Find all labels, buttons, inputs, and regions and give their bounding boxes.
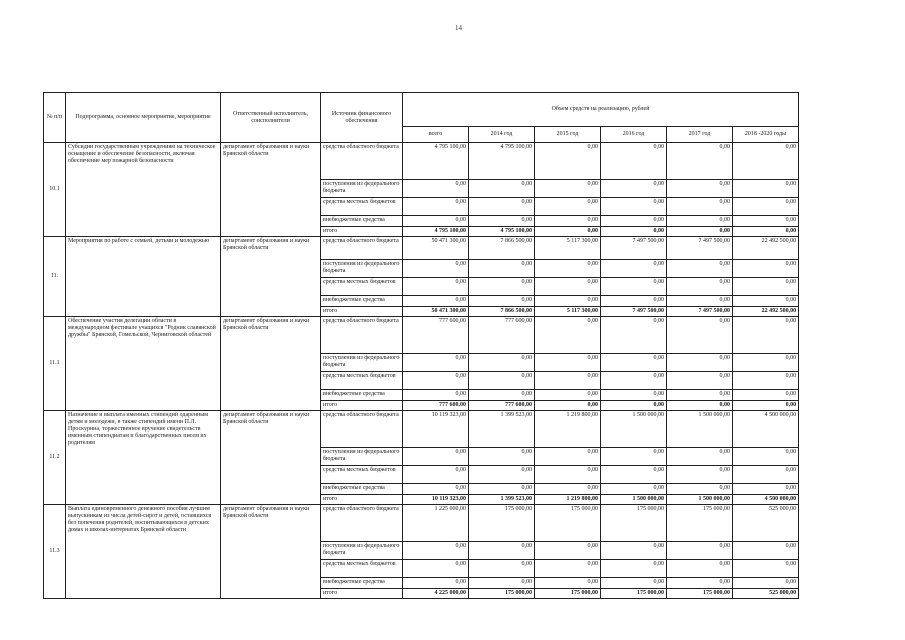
value-2018-2020: 0,00: [733, 198, 799, 216]
value-total: 4 795 100,00: [403, 227, 469, 237]
row-number: 10.1: [44, 143, 66, 237]
value-2018-2020: 0,00: [733, 227, 799, 237]
responsible-executor: департамент образования и науки Брянской области: [221, 411, 321, 505]
value-2015: 0,00: [535, 560, 601, 578]
value-2018-2020: 0,00: [733, 401, 799, 411]
value-2018-2020: 4 500 000,00: [733, 411, 799, 448]
value-2017: 0,00: [667, 448, 733, 466]
value-2015: 0,00: [535, 484, 601, 495]
value-2015: 0,00: [535, 198, 601, 216]
value-2016: 0,00: [601, 260, 667, 278]
value-2017: 0,00: [667, 484, 733, 495]
value-total: 0,00: [403, 448, 469, 466]
value-total: 50 471 300,00: [403, 237, 469, 260]
value-2016: 0,00: [601, 143, 667, 180]
value-2015: 0,00: [535, 216, 601, 227]
value-2018-2020: 525 000,00: [733, 505, 799, 542]
value-2014: 1 399 523,00: [469, 495, 535, 505]
value-2015: 1 219 800,00: [535, 495, 601, 505]
value-2015: 0,00: [535, 296, 601, 307]
value-2016: 0,00: [601, 401, 667, 411]
value-2018-2020: 0,00: [733, 466, 799, 484]
funding-source: средства областного бюджета: [321, 411, 403, 448]
value-2015: 0,00: [535, 354, 601, 372]
value-2014: 0,00: [469, 390, 535, 401]
event-name: Обеспечение участия делегации области в международном фестивале учащихся "Родник славянской дружбы" Брянской, Гомельской, Черниговской областей: [66, 317, 221, 411]
event-name: Субсидии государственным учреждениям на техническое оснащение и обеспечение безопасности, включая обеспечение мер пожарной безопасности: [66, 143, 221, 237]
value-total: 0,00: [403, 542, 469, 560]
header-2017: 2017 год: [667, 127, 733, 143]
page-number: 14: [455, 24, 462, 32]
value-2017: 0,00: [667, 143, 733, 180]
value-2017: 1 500 000,00: [667, 495, 733, 505]
funding-source: средства областного бюджета: [321, 317, 403, 354]
value-2016: 175 000,00: [601, 505, 667, 542]
value-2016: 7 497 500,00: [601, 307, 667, 317]
value-2014: 777 600,00: [469, 317, 535, 354]
row-number: 11.: [44, 237, 66, 317]
value-2014: 0,00: [469, 180, 535, 198]
budget-table: [43, 92, 799, 599]
value-2016: 0,00: [601, 278, 667, 296]
value-2018-2020: 0,00: [733, 560, 799, 578]
funding-source: итого: [321, 307, 403, 317]
value-2016: 0,00: [601, 578, 667, 589]
value-2018-2020: 0,00: [733, 448, 799, 466]
value-total: 4 795 100,00: [403, 143, 469, 180]
value-2015: 0,00: [535, 180, 601, 198]
value-2015: 175 000,00: [535, 505, 601, 542]
value-2015: 0,00: [535, 227, 601, 237]
funding-source: средства областного бюджета: [321, 505, 403, 542]
value-total: 1 225 000,00: [403, 505, 469, 542]
value-2016: 0,00: [601, 354, 667, 372]
value-2017: 0,00: [667, 198, 733, 216]
table-row: [44, 143, 799, 180]
value-total: 0,00: [403, 466, 469, 484]
funding-source: поступления из федерального бюджета: [321, 260, 403, 278]
funding-source: внебюджетные средства: [321, 296, 403, 307]
value-2017: 0,00: [667, 317, 733, 354]
header-2014: 2014 год: [469, 127, 535, 143]
funding-source: средства местных бюджетов: [321, 278, 403, 296]
value-2015: 0,00: [535, 578, 601, 589]
value-2014: 0,00: [469, 466, 535, 484]
funding-source: средства областного бюджета: [321, 237, 403, 260]
value-2016: 0,00: [601, 542, 667, 560]
value-2015: 0,00: [535, 401, 601, 411]
value-2014: 0,00: [469, 448, 535, 466]
value-2016: 0,00: [601, 448, 667, 466]
value-2018-2020: 22 492 500,00: [733, 237, 799, 260]
funding-source: средства местных бюджетов: [321, 560, 403, 578]
value-total: 0,00: [403, 296, 469, 307]
header-2016: 2016 год: [601, 127, 667, 143]
value-2017: 0,00: [667, 354, 733, 372]
value-2016: 0,00: [601, 560, 667, 578]
responsible-executor: департамент образования и науки Брянской области: [221, 143, 321, 237]
value-2016: 7 497 500,00: [601, 237, 667, 260]
value-2018-2020: 4 500 000,00: [733, 495, 799, 505]
value-2018-2020: 0,00: [733, 317, 799, 354]
funding-source: поступления из федерального бюджета: [321, 448, 403, 466]
value-2017: 0,00: [667, 296, 733, 307]
value-2017: 175 000,00: [667, 589, 733, 599]
value-2017: 7 497 500,00: [667, 237, 733, 260]
value-total: 0,00: [403, 560, 469, 578]
value-2015: 0,00: [535, 278, 601, 296]
value-2015: 0,00: [535, 317, 601, 354]
value-2016: 0,00: [601, 466, 667, 484]
funding-source: поступления из федерального бюджета: [321, 180, 403, 198]
value-2016: 0,00: [601, 296, 667, 307]
responsible-executor: департамент образования и науки Брянской области: [221, 317, 321, 411]
value-2014: 175 000,00: [469, 505, 535, 542]
responsible-executor: департамент образования и науки Брянской области: [221, 505, 321, 599]
value-2017: 0,00: [667, 466, 733, 484]
value-total: 10 119 323,00: [403, 411, 469, 448]
value-2014: 0,00: [469, 260, 535, 278]
value-2017: 0,00: [667, 578, 733, 589]
event-name: Выплата единовременного денежного пособия лучшим выпускникам из числа детей-сирот и детей, оставшихся без попечения родителей, воспитывающихся в детских домах и школах-интернатах Брянской области: [66, 505, 221, 599]
value-2017: 175 000,00: [667, 505, 733, 542]
funding-source: итого: [321, 227, 403, 237]
table-row: [44, 237, 799, 260]
value-2014: 0,00: [469, 578, 535, 589]
value-2016: 175 000,00: [601, 589, 667, 599]
value-2017: 0,00: [667, 278, 733, 296]
table-body: [44, 143, 799, 599]
event-name: Мероприятия по работе с семьей, детьми и молодежью: [66, 237, 221, 317]
value-2015: 0,00: [535, 466, 601, 484]
value-total: 0,00: [403, 578, 469, 589]
value-2018-2020: 0,00: [733, 542, 799, 560]
value-2017: 1 500 000,00: [667, 411, 733, 448]
value-2014: 0,00: [469, 354, 535, 372]
header-source: Источник финансового обеспечения: [321, 93, 403, 143]
value-total: 0,00: [403, 390, 469, 401]
value-2018-2020: 0,00: [733, 578, 799, 589]
value-total: 0,00: [403, 260, 469, 278]
value-2017: 0,00: [667, 216, 733, 227]
header-responsible: Ответственный исполнитель, соисполнители: [221, 93, 321, 143]
value-total: 0,00: [403, 484, 469, 495]
value-2017: 0,00: [667, 227, 733, 237]
value-2018-2020: 525 000,00: [733, 589, 799, 599]
value-2017: 0,00: [667, 372, 733, 390]
value-2015: 0,00: [535, 542, 601, 560]
value-2016: 0,00: [601, 390, 667, 401]
value-2016: 0,00: [601, 372, 667, 390]
value-2015: 0,00: [535, 260, 601, 278]
value-2015: 175 000,00: [535, 589, 601, 599]
value-2014: 0,00: [469, 372, 535, 390]
row-number: 11.1: [44, 317, 66, 411]
funding-source: средства местных бюджетов: [321, 466, 403, 484]
value-total: 0,00: [403, 198, 469, 216]
value-2015: 0,00: [535, 390, 601, 401]
value-total: 0,00: [403, 216, 469, 227]
table-row: [44, 505, 799, 542]
value-total: 0,00: [403, 180, 469, 198]
value-total: 50 471 300,00: [403, 307, 469, 317]
value-total: 10 119 323,00: [403, 495, 469, 505]
value-2014: 777 600,00: [469, 401, 535, 411]
value-2015: 5 117 300,00: [535, 237, 601, 260]
event-name: Назначение и выплата именных стипендий одаренным детям и молодежи, в также стипендий имени П.Л. Проскурина, торжественное вручение свидетельств именным стипендиатам и благодарственных писем их родителям: [66, 411, 221, 505]
responsible-executor: департамент образования и науки Брянской области: [221, 237, 321, 317]
value-2014: 0,00: [469, 216, 535, 227]
value-2014: 7 866 500,00: [469, 307, 535, 317]
value-2014: 175 000,00: [469, 589, 535, 599]
header-num: № п/п: [44, 93, 66, 143]
funding-source: средства областного бюджета: [321, 143, 403, 180]
value-2018-2020: 0,00: [733, 390, 799, 401]
funding-source: поступления из федерального бюджета: [321, 354, 403, 372]
value-2014: 0,00: [469, 560, 535, 578]
value-2018-2020: 22 492 500,00: [733, 307, 799, 317]
value-total: 0,00: [403, 354, 469, 372]
value-2014: 0,00: [469, 198, 535, 216]
value-2018-2020: 0,00: [733, 143, 799, 180]
header-volume: Объем средств на реализацию, рублей: [403, 93, 799, 127]
header-name: Подпрограмма, основное мероприятие, мероприятие: [66, 93, 221, 143]
value-total: 777 600,00: [403, 317, 469, 354]
value-2017: 0,00: [667, 180, 733, 198]
value-2017: 0,00: [667, 401, 733, 411]
value-2017: 0,00: [667, 560, 733, 578]
value-2014: 4 795 100,00: [469, 227, 535, 237]
value-total: 0,00: [403, 372, 469, 390]
value-2017: 0,00: [667, 390, 733, 401]
value-2018-2020: 0,00: [733, 354, 799, 372]
value-2014: 0,00: [469, 484, 535, 495]
funding-source: внебюджетные средства: [321, 390, 403, 401]
row-number: 11.2: [44, 411, 66, 505]
funding-source: средства местных бюджетов: [321, 198, 403, 216]
value-2015: 0,00: [535, 372, 601, 390]
table-row: [44, 317, 799, 354]
value-2014: 0,00: [469, 296, 535, 307]
value-2016: 0,00: [601, 484, 667, 495]
value-2014: 1 399 523,00: [469, 411, 535, 448]
value-2017: 0,00: [667, 260, 733, 278]
value-2015: 0,00: [535, 448, 601, 466]
value-2014: 0,00: [469, 542, 535, 560]
value-2018-2020: 0,00: [733, 216, 799, 227]
value-2015: 1 219 800,00: [535, 411, 601, 448]
value-2014: 0,00: [469, 278, 535, 296]
value-2016: 1 500 000,00: [601, 411, 667, 448]
value-2018-2020: 0,00: [733, 180, 799, 198]
value-2018-2020: 0,00: [733, 484, 799, 495]
funding-source: средства местных бюджетов: [321, 372, 403, 390]
header-2018-2020: 2018 -2020 годы: [733, 127, 799, 143]
funding-source: внебюджетные средства: [321, 484, 403, 495]
value-2017: 7 497 500,00: [667, 307, 733, 317]
value-2018-2020: 0,00: [733, 372, 799, 390]
table-row: [44, 411, 799, 448]
value-2016: 0,00: [601, 216, 667, 227]
value-2015: 0,00: [535, 143, 601, 180]
value-2018-2020: 0,00: [733, 278, 799, 296]
value-2016: 1 500 000,00: [601, 495, 667, 505]
row-number: 11.3: [44, 505, 66, 599]
funding-source: итого: [321, 589, 403, 599]
value-total: 777 600,00: [403, 401, 469, 411]
value-2016: 0,00: [601, 198, 667, 216]
value-2016: 0,00: [601, 317, 667, 354]
value-2018-2020: 0,00: [733, 296, 799, 307]
funding-source: внебюджетные средства: [321, 578, 403, 589]
value-total: 4 225 000,00: [403, 589, 469, 599]
header-2015: 2015 год: [535, 127, 601, 143]
funding-source: поступления из федерального бюджета: [321, 542, 403, 560]
value-2014: 7 866 500,00: [469, 237, 535, 260]
funding-source: внебюджетные средства: [321, 216, 403, 227]
value-2016: 0,00: [601, 227, 667, 237]
value-2018-2020: 0,00: [733, 260, 799, 278]
value-2014: 4 795 100,00: [469, 143, 535, 180]
funding-source: итого: [321, 495, 403, 505]
funding-source: итого: [321, 401, 403, 411]
value-total: 0,00: [403, 278, 469, 296]
value-2015: 5 117 300,00: [535, 307, 601, 317]
value-2016: 0,00: [601, 180, 667, 198]
value-2017: 0,00: [667, 542, 733, 560]
header-total: всего: [403, 127, 469, 143]
